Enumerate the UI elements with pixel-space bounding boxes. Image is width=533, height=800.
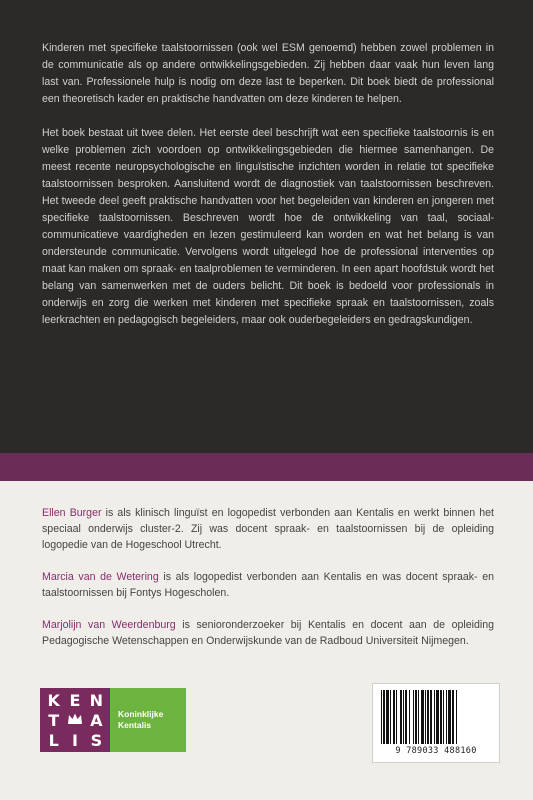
barcode-bar — [386, 690, 389, 744]
blurb-paragraph-2: Het boek bestaat uit twee delen. Het eerste deel beschrijft wat een specifieke taalstoornis is en welke problemen zich voordoen op ontwikkelingsgebieden die hiermee samenhangen. De meest recente neuropsychologische en linguïstische inzichten worden in relatie tot specifieke taalstoornissen besproken. Aansluitend wordt de diagnostiek van taalstoornissen beschreven. Het tweede deel geeft praktische handvatten voor het begeleiden van kinderen en jongeren met specifieke taalstoornissen. Beschreven wordt hoe de ontwikkeling van taal, sociaal-communicatieve vaardigheden en lezen gestimuleerd kan worden en wat het belang is van ondersteunde communicatie. Vervolgens wordt uitgelegd hoe de professional interventies op maat kan maken om spraak- en taalproblemen te verminderen. In een apart hoofdstuk wordt het belang van samenwerken met de ouders belicht. Dit boek is bedoeld voor professionals in onderwijs en zorg die werken met kinderen met specifieke spraak en taalstoornissen, zoals leerkrachten en pedagogisch begeleiders, maar ook ouderbegeleiders en gedragskundigen. — [42, 127, 494, 326]
author-name: Ellen Burger — [42, 507, 102, 519]
author-name: Marjolijn van Weerdenburg — [42, 619, 176, 631]
blurb-text — [42, 40, 494, 346]
author-bio-2 — [42, 569, 494, 601]
barcode — [372, 683, 500, 763]
barcode-bar — [396, 690, 397, 744]
barcode-bar — [390, 690, 391, 744]
logo-letter: S — [90, 730, 103, 750]
barcode-bar — [405, 690, 407, 744]
barcode-bar — [436, 690, 439, 744]
barcode-bar — [383, 690, 385, 744]
barcode-bars — [381, 690, 491, 744]
logo-letter: T — [48, 710, 60, 730]
logo-letter: A — [90, 710, 103, 730]
logo-letter: E — [69, 690, 81, 710]
barcode-bar — [400, 690, 402, 744]
barcode-bar — [434, 690, 435, 744]
barcode-bar — [403, 690, 404, 744]
logo-letter: K — [47, 690, 60, 710]
barcode-bar — [452, 690, 454, 744]
logo-letter: L — [48, 730, 59, 750]
purple-band — [0, 453, 533, 481]
author-description: is als logopedist verbonden aan Kentalis en was docent spraak- en taalstoornissen bij Fontys Hogescholen. — [42, 571, 494, 599]
barcode-bar — [425, 690, 426, 744]
barcode-bar — [409, 690, 410, 744]
author-description: is senioronderzoeker bij Kentalis en docent aan de opleiding Pedagogische Wetenschappen en Onderwijskunde van de Radboud Universiteit Nijmegen. — [42, 619, 494, 647]
logo-letter-grid — [40, 688, 110, 752]
author-bios — [42, 505, 494, 665]
barcode-bar — [430, 690, 432, 744]
barcode-bar — [446, 690, 447, 744]
author-name: Marcia van de Wetering — [42, 571, 159, 583]
blurb-paragraph-1: Kinderen met specifieke taalstoornissen (ook wel ESM genoemd) hebben zowel problemen in de communicatie als op andere ontwikkelingsgebieden. Zij hebben daar vaak hun leven lang last van. Professionele hulp is nodig om deze last te beperken. Dit boek biedt de professional een theoretisch kader en praktische handvatten om deze kinderen te helpen. — [42, 42, 494, 105]
barcode-bar — [427, 690, 429, 744]
barcode-bar — [413, 690, 414, 744]
barcode-bar — [381, 690, 382, 744]
barcode-bar — [443, 690, 444, 744]
barcode-bar — [448, 690, 451, 744]
author-bio-1 — [42, 505, 494, 553]
logo-letter: I — [72, 730, 78, 750]
logo-wordmark — [110, 688, 186, 752]
barcode-bar — [440, 690, 442, 744]
barcode-bar — [393, 690, 395, 744]
logo-letter: N — [89, 690, 104, 710]
kentalis-logo — [40, 688, 186, 752]
barcode-bar — [456, 690, 457, 744]
logo-line-2: Kentalis — [118, 720, 152, 730]
barcode-bar — [415, 690, 417, 744]
logo-line-1: Koninklijke — [118, 709, 164, 719]
crown-icon — [67, 711, 83, 730]
barcode-bar — [421, 690, 424, 744]
author-description: is als klinisch linguïst en logopedist verbonden aan Kentalis en werkt binnen het speciaal onderwijs cluster-2. Zij was docent spraak- en taalstoornissen bij de opleiding logopedie van de Hogeschool Utrecht. — [42, 507, 494, 551]
barcode-digits: 9 789033 488160 — [395, 746, 477, 756]
author-bio-3 — [42, 617, 494, 649]
barcode-bar — [418, 690, 419, 744]
